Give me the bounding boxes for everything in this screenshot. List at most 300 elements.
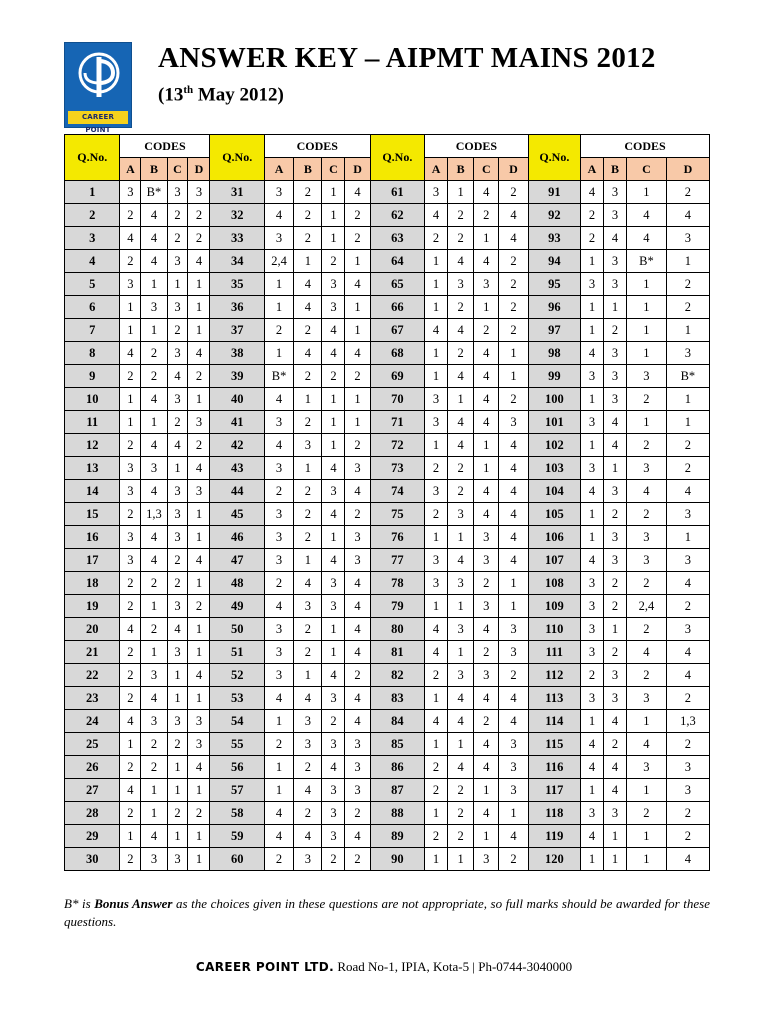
answer-code: 3 bbox=[474, 273, 499, 296]
answer-code: 1 bbox=[448, 733, 474, 756]
option-header-d: D bbox=[666, 158, 709, 181]
answer-code: 4 bbox=[581, 342, 604, 365]
answer-code: 1 bbox=[425, 733, 448, 756]
answer-code: 4 bbox=[474, 756, 499, 779]
answer-code: 2 bbox=[604, 319, 627, 342]
answer-code: 3 bbox=[666, 618, 709, 641]
option-header-a: A bbox=[264, 158, 293, 181]
answer-code: 1 bbox=[448, 848, 474, 871]
question-number: 5 bbox=[65, 273, 120, 296]
option-header-a: A bbox=[581, 158, 604, 181]
question-number: 44 bbox=[210, 480, 264, 503]
answer-code: 4 bbox=[345, 480, 370, 503]
answer-code: 1 bbox=[627, 296, 667, 319]
answer-code: 2 bbox=[345, 848, 370, 871]
answer-code: 3 bbox=[604, 365, 627, 388]
question-number: 70 bbox=[370, 388, 424, 411]
answer-code: 1 bbox=[188, 273, 210, 296]
answer-code: 2 bbox=[448, 480, 474, 503]
question-number: 26 bbox=[65, 756, 120, 779]
table-row bbox=[65, 181, 710, 204]
answer-code: 2 bbox=[448, 802, 474, 825]
answer-code: 2 bbox=[188, 434, 210, 457]
answer-code: 4 bbox=[627, 641, 667, 664]
answer-code: 2 bbox=[120, 687, 141, 710]
answer-code: 2 bbox=[448, 342, 474, 365]
answer-code: 1 bbox=[425, 687, 448, 710]
answer-code: 4 bbox=[448, 549, 474, 572]
answer-code: 2 bbox=[425, 779, 448, 802]
answer-code: 3 bbox=[264, 641, 293, 664]
answer-code: 3 bbox=[581, 273, 604, 296]
answer-code: B* bbox=[627, 250, 667, 273]
answer-code: 3 bbox=[264, 227, 293, 250]
question-number: 18 bbox=[65, 572, 120, 595]
answer-code: 1 bbox=[474, 296, 499, 319]
answer-code: 3 bbox=[627, 365, 667, 388]
answer-code: 4 bbox=[499, 825, 528, 848]
question-number: 38 bbox=[210, 342, 264, 365]
question-number: 19 bbox=[65, 595, 120, 618]
answer-code: 1 bbox=[474, 434, 499, 457]
answer-code: 2 bbox=[448, 227, 474, 250]
question-number: 95 bbox=[528, 273, 580, 296]
career-point-logo bbox=[64, 42, 132, 134]
answer-code: 1 bbox=[666, 388, 709, 411]
answer-code: 2 bbox=[425, 825, 448, 848]
answer-code: 3 bbox=[322, 825, 345, 848]
answer-code: 4 bbox=[627, 480, 667, 503]
question-number: 48 bbox=[210, 572, 264, 595]
answer-code: 2 bbox=[345, 434, 370, 457]
question-number: 90 bbox=[370, 848, 424, 871]
answer-code: 4 bbox=[345, 825, 370, 848]
answer-code: 4 bbox=[474, 480, 499, 503]
answer-code: 1 bbox=[188, 825, 210, 848]
answer-code: 3 bbox=[666, 503, 709, 526]
answer-code: 3 bbox=[188, 480, 210, 503]
question-number: 82 bbox=[370, 664, 424, 687]
answer-code: 4 bbox=[345, 572, 370, 595]
answer-code: 3 bbox=[627, 756, 667, 779]
question-number: 67 bbox=[370, 319, 424, 342]
table-row bbox=[65, 434, 710, 457]
question-number: 87 bbox=[370, 779, 424, 802]
answer-code: 1 bbox=[141, 641, 167, 664]
answer-code: 2 bbox=[581, 664, 604, 687]
option-header-b: B bbox=[448, 158, 474, 181]
answer-code: 4 bbox=[627, 204, 667, 227]
question-number: 25 bbox=[65, 733, 120, 756]
answer-code: 1 bbox=[345, 319, 370, 342]
answer-code: 4 bbox=[188, 549, 210, 572]
answer-code: 3 bbox=[322, 572, 345, 595]
table-row bbox=[65, 296, 710, 319]
answer-code: 4 bbox=[425, 319, 448, 342]
question-number: 22 bbox=[65, 664, 120, 687]
answer-code: 3 bbox=[167, 181, 188, 204]
footer bbox=[0, 959, 768, 975]
answer-code: 3 bbox=[294, 848, 322, 871]
question-number: 49 bbox=[210, 595, 264, 618]
answer-code: 1 bbox=[581, 296, 604, 319]
question-number: 13 bbox=[65, 457, 120, 480]
answer-code: 3 bbox=[666, 779, 709, 802]
question-number: 76 bbox=[370, 526, 424, 549]
question-number: 81 bbox=[370, 641, 424, 664]
answer-code: 1 bbox=[188, 319, 210, 342]
answer-code: 2 bbox=[264, 572, 293, 595]
answer-code: 3 bbox=[188, 733, 210, 756]
answer-code: 2 bbox=[666, 273, 709, 296]
table-row bbox=[65, 848, 710, 871]
answer-code: 3 bbox=[188, 710, 210, 733]
answer-code: 2 bbox=[120, 434, 141, 457]
question-number: 54 bbox=[210, 710, 264, 733]
option-header-c: C bbox=[474, 158, 499, 181]
answer-code: 1 bbox=[425, 434, 448, 457]
table-row bbox=[65, 365, 710, 388]
answer-code: 1 bbox=[666, 526, 709, 549]
table-row bbox=[65, 687, 710, 710]
answer-code: 1 bbox=[474, 227, 499, 250]
answer-code: 1 bbox=[448, 641, 474, 664]
question-number: 112 bbox=[528, 664, 580, 687]
question-number: 37 bbox=[210, 319, 264, 342]
question-number: 103 bbox=[528, 457, 580, 480]
answer-code: 2 bbox=[141, 572, 167, 595]
answer-code: 3 bbox=[141, 710, 167, 733]
answer-code: 4 bbox=[322, 457, 345, 480]
answer-code: 4 bbox=[264, 825, 293, 848]
answer-code: 3 bbox=[448, 273, 474, 296]
answer-code: 4 bbox=[294, 825, 322, 848]
answer-code: 4 bbox=[345, 595, 370, 618]
question-number: 104 bbox=[528, 480, 580, 503]
answer-code: 1 bbox=[604, 296, 627, 319]
header-row-codes bbox=[65, 135, 710, 158]
answer-code: 3 bbox=[120, 457, 141, 480]
answer-code: 2 bbox=[294, 756, 322, 779]
answer-code: 2 bbox=[425, 756, 448, 779]
table-row bbox=[65, 273, 710, 296]
answer-code: 4 bbox=[294, 273, 322, 296]
answer-code: 3 bbox=[322, 802, 345, 825]
answer-code: 4 bbox=[294, 296, 322, 319]
answer-code: 1 bbox=[167, 664, 188, 687]
answer-code: 2 bbox=[666, 733, 709, 756]
table-row bbox=[65, 641, 710, 664]
answer-code: 3 bbox=[499, 618, 528, 641]
question-number: 101 bbox=[528, 411, 580, 434]
question-number: 97 bbox=[528, 319, 580, 342]
question-number: 33 bbox=[210, 227, 264, 250]
question-number: 55 bbox=[210, 733, 264, 756]
answer-code: 4 bbox=[581, 825, 604, 848]
answer-code: 1 bbox=[322, 618, 345, 641]
answer-code: 2 bbox=[167, 204, 188, 227]
answer-code: 2 bbox=[499, 664, 528, 687]
question-number: 68 bbox=[370, 342, 424, 365]
answer-code: 1 bbox=[120, 296, 141, 319]
answer-code: 1 bbox=[448, 595, 474, 618]
answer-code: 3 bbox=[322, 779, 345, 802]
answer-code: 4 bbox=[448, 411, 474, 434]
answer-code: 4 bbox=[345, 273, 370, 296]
answer-code: 4 bbox=[474, 365, 499, 388]
answer-code: 2 bbox=[627, 434, 667, 457]
answer-code: 4 bbox=[141, 227, 167, 250]
answer-code: 3 bbox=[581, 411, 604, 434]
answer-code: 3 bbox=[581, 457, 604, 480]
answer-code: 1,3 bbox=[666, 710, 709, 733]
answer-code: 4 bbox=[627, 733, 667, 756]
footer-separator: | bbox=[469, 959, 479, 974]
answer-code: 1 bbox=[322, 641, 345, 664]
answer-code: 2 bbox=[294, 503, 322, 526]
answer-code: 3 bbox=[167, 342, 188, 365]
answer-code: 2 bbox=[448, 204, 474, 227]
question-number: 74 bbox=[370, 480, 424, 503]
answer-code: 4 bbox=[666, 572, 709, 595]
question-number: 63 bbox=[370, 227, 424, 250]
answer-code: 3 bbox=[188, 411, 210, 434]
question-number: 16 bbox=[65, 526, 120, 549]
answer-code: 1 bbox=[627, 181, 667, 204]
qno-header: Q.No. bbox=[528, 135, 580, 181]
answer-code: 1 bbox=[294, 549, 322, 572]
answer-code: 2 bbox=[604, 641, 627, 664]
answer-code: 4 bbox=[448, 756, 474, 779]
answer-code: 1 bbox=[322, 204, 345, 227]
bonus-note-prefix: B* is bbox=[64, 896, 95, 911]
question-number: 64 bbox=[370, 250, 424, 273]
answer-code: 4 bbox=[666, 664, 709, 687]
answer-code: 4 bbox=[474, 687, 499, 710]
answer-code: B* bbox=[141, 181, 167, 204]
answer-code: 3 bbox=[499, 756, 528, 779]
answer-code: 3 bbox=[322, 687, 345, 710]
answer-code: 3 bbox=[167, 250, 188, 273]
answer-code: 4 bbox=[345, 641, 370, 664]
answer-code: 1 bbox=[581, 526, 604, 549]
answer-code: 3 bbox=[167, 503, 188, 526]
question-number: 77 bbox=[370, 549, 424, 572]
answer-code: 4 bbox=[141, 526, 167, 549]
answer-code: 1 bbox=[627, 848, 667, 871]
answer-code: 1 bbox=[141, 802, 167, 825]
table-row bbox=[65, 618, 710, 641]
answer-code: 2 bbox=[448, 779, 474, 802]
answer-code: 4 bbox=[499, 687, 528, 710]
answer-code: 2 bbox=[120, 664, 141, 687]
answer-code: 2 bbox=[581, 204, 604, 227]
answer-code: 3 bbox=[264, 618, 293, 641]
answer-code: 2 bbox=[294, 526, 322, 549]
option-header-c: C bbox=[627, 158, 667, 181]
answer-code: 4 bbox=[448, 687, 474, 710]
exam-date-ordinal: th bbox=[183, 84, 194, 96]
question-number: 73 bbox=[370, 457, 424, 480]
answer-code: 4 bbox=[499, 549, 528, 572]
answer-code: 1 bbox=[666, 319, 709, 342]
answer-code: 1 bbox=[499, 802, 528, 825]
answer-code: 1 bbox=[167, 687, 188, 710]
answer-code: 2 bbox=[666, 825, 709, 848]
answer-code: 3 bbox=[604, 273, 627, 296]
answer-code: 4 bbox=[322, 756, 345, 779]
option-header-a: A bbox=[425, 158, 448, 181]
answer-code: 3 bbox=[474, 526, 499, 549]
answer-code: 2 bbox=[425, 227, 448, 250]
answer-code: 2 bbox=[188, 365, 210, 388]
answer-code: 2 bbox=[499, 273, 528, 296]
answer-code: 3 bbox=[167, 595, 188, 618]
answer-code: 1 bbox=[188, 296, 210, 319]
answer-code: 2 bbox=[294, 227, 322, 250]
answer-code: 3 bbox=[120, 480, 141, 503]
answer-code: 4 bbox=[264, 595, 293, 618]
question-number: 56 bbox=[210, 756, 264, 779]
answer-code: 2 bbox=[141, 733, 167, 756]
table-row bbox=[65, 319, 710, 342]
answer-code: 2 bbox=[666, 687, 709, 710]
answer-code: 4 bbox=[499, 227, 528, 250]
answer-code: 4 bbox=[581, 480, 604, 503]
exam-date-prefix: (13 bbox=[158, 84, 184, 106]
answer-code: 3 bbox=[294, 710, 322, 733]
answer-code: 3 bbox=[604, 480, 627, 503]
answer-code: 2 bbox=[322, 848, 345, 871]
table-row bbox=[65, 204, 710, 227]
answer-code: 4 bbox=[141, 549, 167, 572]
answer-code: 1 bbox=[425, 526, 448, 549]
answer-key-table bbox=[64, 134, 710, 871]
answer-code: 1 bbox=[627, 411, 667, 434]
answer-code: 2 bbox=[345, 664, 370, 687]
question-number: 24 bbox=[65, 710, 120, 733]
question-number: 89 bbox=[370, 825, 424, 848]
answer-code: 4 bbox=[474, 618, 499, 641]
answer-code: 2 bbox=[474, 572, 499, 595]
answer-code: 2 bbox=[264, 319, 293, 342]
answer-code: 2 bbox=[448, 825, 474, 848]
table-row bbox=[65, 779, 710, 802]
answer-code: 4 bbox=[474, 388, 499, 411]
answer-code: 3 bbox=[167, 848, 188, 871]
answer-code: 4 bbox=[264, 388, 293, 411]
question-number: 52 bbox=[210, 664, 264, 687]
answer-code: 4 bbox=[499, 526, 528, 549]
answer-code: 1 bbox=[345, 411, 370, 434]
answer-code: 2 bbox=[141, 342, 167, 365]
logo-label: CAREER POINT bbox=[68, 111, 128, 124]
answer-code: 1 bbox=[345, 296, 370, 319]
answer-code: 4 bbox=[294, 572, 322, 595]
answer-code: 3 bbox=[345, 549, 370, 572]
answer-code: 4 bbox=[474, 733, 499, 756]
question-number: 57 bbox=[210, 779, 264, 802]
answer-code: 3 bbox=[294, 595, 322, 618]
question-number: 12 bbox=[65, 434, 120, 457]
question-number: 58 bbox=[210, 802, 264, 825]
answer-code: 2 bbox=[120, 365, 141, 388]
answer-code: 4 bbox=[425, 204, 448, 227]
answer-code: 4 bbox=[666, 641, 709, 664]
question-number: 106 bbox=[528, 526, 580, 549]
answer-code: 1 bbox=[120, 733, 141, 756]
answer-code: 1 bbox=[448, 181, 474, 204]
answer-code: 1 bbox=[294, 388, 322, 411]
answer-code: 1 bbox=[499, 342, 528, 365]
answer-code: 3 bbox=[322, 273, 345, 296]
answer-code: 4 bbox=[425, 710, 448, 733]
answer-code: 4 bbox=[264, 204, 293, 227]
question-number: 15 bbox=[65, 503, 120, 526]
option-header-b: B bbox=[141, 158, 167, 181]
bonus-note-bold: Bonus Answer bbox=[94, 896, 173, 911]
answer-code: 2 bbox=[167, 572, 188, 595]
question-number: 30 bbox=[65, 848, 120, 871]
answer-code: 1 bbox=[425, 365, 448, 388]
answer-code: 3 bbox=[666, 342, 709, 365]
answer-code: 4 bbox=[499, 710, 528, 733]
answer-code: 2 bbox=[474, 319, 499, 342]
option-header-d: D bbox=[499, 158, 528, 181]
answer-code: 3 bbox=[627, 687, 667, 710]
answer-code: 3 bbox=[425, 572, 448, 595]
question-number: 99 bbox=[528, 365, 580, 388]
answer-code: 3 bbox=[499, 733, 528, 756]
table-row bbox=[65, 457, 710, 480]
question-number: 28 bbox=[65, 802, 120, 825]
question-number: 85 bbox=[370, 733, 424, 756]
answer-code: 3 bbox=[345, 457, 370, 480]
answer-code: 4 bbox=[322, 319, 345, 342]
table-row bbox=[65, 549, 710, 572]
answer-code: 4 bbox=[188, 250, 210, 273]
answer-code: 1 bbox=[322, 434, 345, 457]
answer-code: 4 bbox=[167, 618, 188, 641]
question-number: 116 bbox=[528, 756, 580, 779]
answer-code: 3 bbox=[604, 388, 627, 411]
question-number: 71 bbox=[370, 411, 424, 434]
answer-code: 3 bbox=[581, 618, 604, 641]
codes-header: CODES bbox=[425, 135, 529, 158]
answer-code: 4 bbox=[448, 434, 474, 457]
answer-code: 1 bbox=[425, 296, 448, 319]
answer-code: 2 bbox=[167, 802, 188, 825]
answer-code: 1 bbox=[666, 250, 709, 273]
answer-code: 4 bbox=[499, 503, 528, 526]
bonus-note-text: as the choices given in these questions are not appropriate, so full marks should be awarded for these questions. bbox=[64, 896, 710, 929]
codes-header: CODES bbox=[120, 135, 210, 158]
answer-code: 2 bbox=[120, 503, 141, 526]
answer-code: 2 bbox=[666, 434, 709, 457]
answer-code: 1 bbox=[474, 779, 499, 802]
answer-code: B* bbox=[666, 365, 709, 388]
answer-code: 2 bbox=[666, 802, 709, 825]
answer-code: 2 bbox=[141, 365, 167, 388]
answer-code: 3 bbox=[474, 664, 499, 687]
answer-code: 4 bbox=[474, 411, 499, 434]
answer-code: 3 bbox=[627, 549, 667, 572]
answer-code: 3 bbox=[120, 549, 141, 572]
answer-code: 1 bbox=[264, 779, 293, 802]
option-header-d: D bbox=[188, 158, 210, 181]
answer-code: 2 bbox=[188, 227, 210, 250]
answer-code: 1 bbox=[188, 526, 210, 549]
